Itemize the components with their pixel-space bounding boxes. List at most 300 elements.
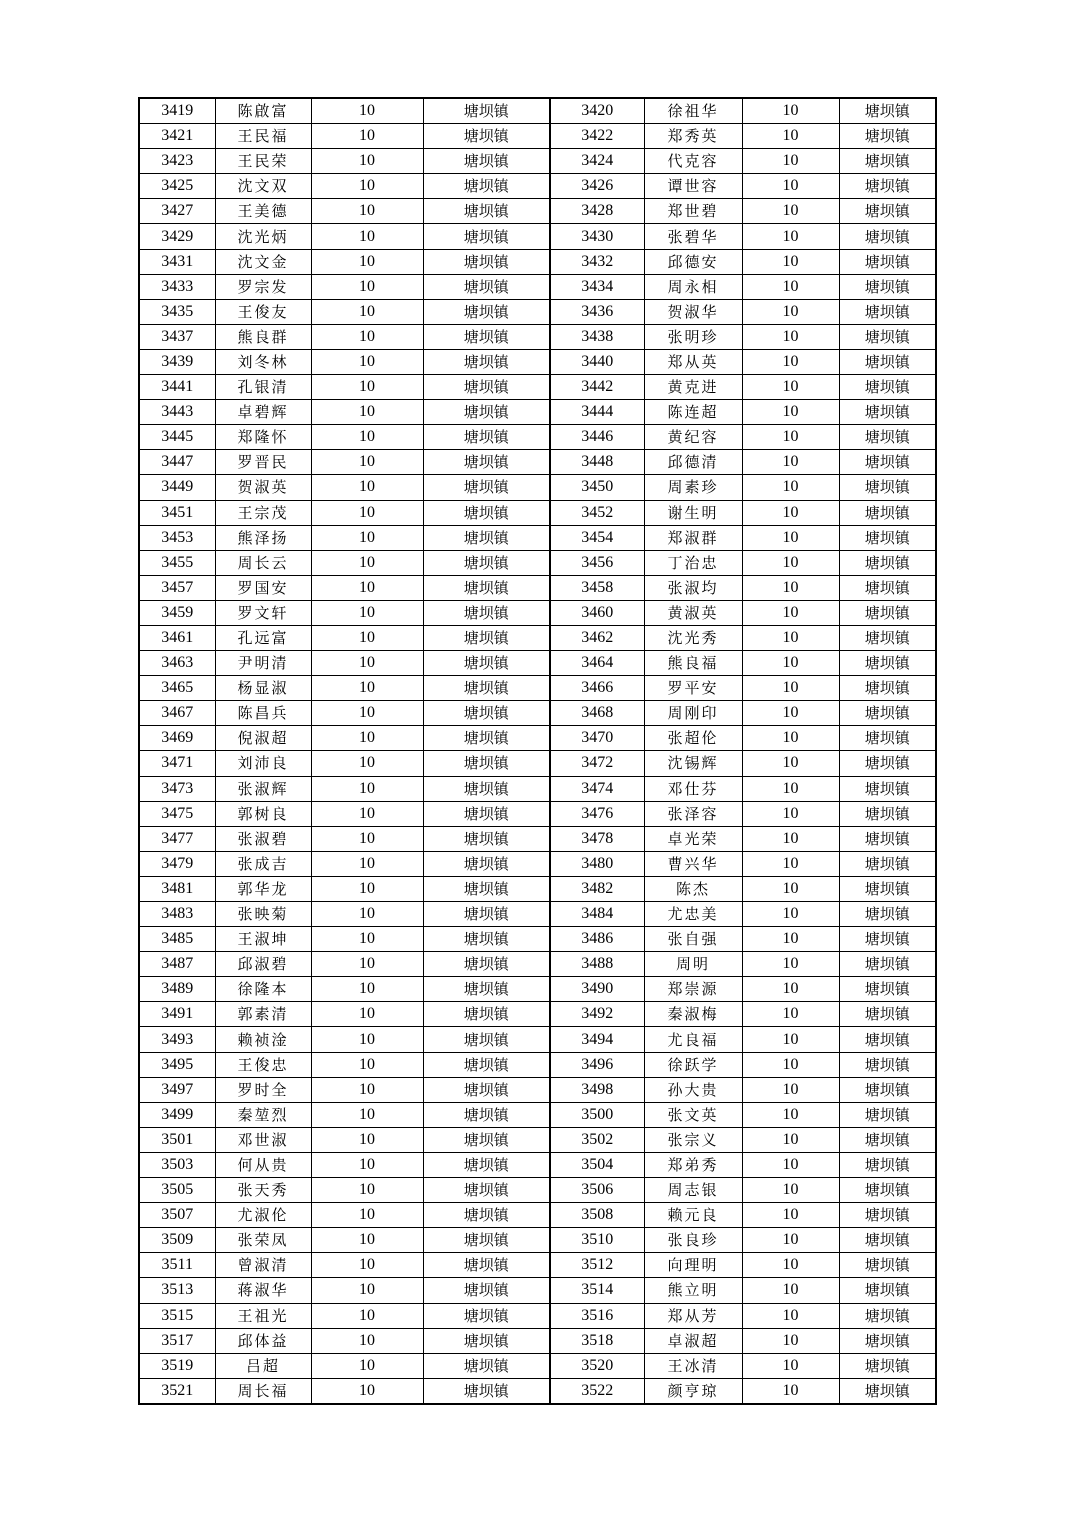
- left-record-number-cell: 3427: [139, 199, 215, 224]
- right-town-cell: 塘坝镇: [839, 1102, 936, 1127]
- right-amount-cell: 10: [742, 199, 839, 224]
- right-record-number-cell: 3488: [550, 952, 644, 977]
- left-record-number-cell: 3473: [139, 776, 215, 801]
- right-amount-cell: 10: [742, 751, 839, 776]
- left-amount-cell: 10: [311, 525, 423, 550]
- left-town-cell: 塘坝镇: [423, 450, 550, 475]
- table-row: [139, 199, 936, 224]
- left-person-name-cell: 周长云: [215, 550, 311, 575]
- table-row: [139, 600, 936, 625]
- right-record-number-cell: 3428: [550, 199, 644, 224]
- right-amount-cell: 10: [742, 927, 839, 952]
- right-person-name-cell: 谢生明: [644, 500, 742, 525]
- right-person-name-cell: 张明珍: [644, 324, 742, 349]
- left-record-number-cell: 3471: [139, 751, 215, 776]
- left-person-name-cell: 熊泽扬: [215, 525, 311, 550]
- right-town-cell: 塘坝镇: [839, 1178, 936, 1203]
- left-town-cell: 塘坝镇: [423, 1077, 550, 1102]
- right-town-cell: 塘坝镇: [839, 1152, 936, 1177]
- left-record-number-cell: 3479: [139, 851, 215, 876]
- right-amount-cell: 10: [742, 174, 839, 199]
- left-record-number-cell: 3475: [139, 801, 215, 826]
- right-record-number-cell: 3468: [550, 701, 644, 726]
- right-person-name-cell: 黄淑英: [644, 600, 742, 625]
- left-person-name-cell: 沈光炳: [215, 224, 311, 249]
- left-town-cell: 塘坝镇: [423, 274, 550, 299]
- right-record-number-cell: 3426: [550, 174, 644, 199]
- right-record-number-cell: 3502: [550, 1127, 644, 1152]
- right-amount-cell: 10: [742, 475, 839, 500]
- left-amount-cell: 10: [311, 1353, 423, 1378]
- left-town-cell: 塘坝镇: [423, 1002, 550, 1027]
- left-person-name-cell: 刘冬林: [215, 349, 311, 374]
- left-town-cell: 塘坝镇: [423, 149, 550, 174]
- right-record-number-cell: 3450: [550, 475, 644, 500]
- left-town-cell: 塘坝镇: [423, 324, 550, 349]
- left-record-number-cell: 3469: [139, 726, 215, 751]
- table-row: [139, 400, 936, 425]
- right-person-name-cell: 熊良福: [644, 651, 742, 676]
- right-town-cell: 塘坝镇: [839, 299, 936, 324]
- right-record-number-cell: 3510: [550, 1228, 644, 1253]
- right-person-name-cell: 张自强: [644, 927, 742, 952]
- left-town-cell: 塘坝镇: [423, 851, 550, 876]
- left-person-name-cell: 蒋淑华: [215, 1278, 311, 1303]
- right-person-name-cell: 罗平安: [644, 676, 742, 701]
- left-amount-cell: 10: [311, 1002, 423, 1027]
- table-row: [139, 299, 936, 324]
- right-person-name-cell: 郑从芳: [644, 1303, 742, 1328]
- left-record-number-cell: 3467: [139, 701, 215, 726]
- right-record-number-cell: 3500: [550, 1102, 644, 1127]
- right-town-cell: 塘坝镇: [839, 98, 936, 124]
- right-person-name-cell: 陈杰: [644, 876, 742, 901]
- right-record-number-cell: 3442: [550, 375, 644, 400]
- right-amount-cell: 10: [742, 1002, 839, 1027]
- table-row: [139, 174, 936, 199]
- left-person-name-cell: 郭树良: [215, 801, 311, 826]
- left-person-name-cell: 沈文双: [215, 174, 311, 199]
- right-amount-cell: 10: [742, 550, 839, 575]
- right-town-cell: 塘坝镇: [839, 1127, 936, 1152]
- right-town-cell: 塘坝镇: [839, 826, 936, 851]
- left-record-number-cell: 3499: [139, 1102, 215, 1127]
- right-town-cell: 塘坝镇: [839, 199, 936, 224]
- table-row: [139, 726, 936, 751]
- right-amount-cell: 10: [742, 98, 839, 124]
- right-town-cell: 塘坝镇: [839, 801, 936, 826]
- right-town-cell: 塘坝镇: [839, 676, 936, 701]
- left-person-name-cell: 王美德: [215, 199, 311, 224]
- left-town-cell: 塘坝镇: [423, 199, 550, 224]
- left-town-cell: 塘坝镇: [423, 701, 550, 726]
- left-record-number-cell: 3451: [139, 500, 215, 525]
- left-town-cell: 塘坝镇: [423, 1052, 550, 1077]
- right-amount-cell: 10: [742, 1203, 839, 1228]
- right-town-cell: 塘坝镇: [839, 751, 936, 776]
- right-person-name-cell: 张良珍: [644, 1228, 742, 1253]
- left-record-number-cell: 3435: [139, 299, 215, 324]
- right-person-name-cell: 赖元良: [644, 1203, 742, 1228]
- right-amount-cell: 10: [742, 977, 839, 1002]
- left-town-cell: 塘坝镇: [423, 751, 550, 776]
- right-amount-cell: 10: [742, 1077, 839, 1102]
- left-person-name-cell: 陈啟富: [215, 98, 311, 124]
- table-row: [139, 1278, 936, 1303]
- table-row: [139, 801, 936, 826]
- right-town-cell: 塘坝镇: [839, 600, 936, 625]
- left-amount-cell: 10: [311, 751, 423, 776]
- right-amount-cell: 10: [742, 676, 839, 701]
- right-record-number-cell: 3518: [550, 1328, 644, 1353]
- right-town-cell: 塘坝镇: [839, 1228, 936, 1253]
- right-person-name-cell: 张宗义: [644, 1127, 742, 1152]
- right-person-name-cell: 卓淑超: [644, 1328, 742, 1353]
- right-record-number-cell: 3454: [550, 525, 644, 550]
- left-amount-cell: 10: [311, 1328, 423, 1353]
- left-amount-cell: 10: [311, 1027, 423, 1052]
- left-amount-cell: 10: [311, 701, 423, 726]
- left-town-cell: 塘坝镇: [423, 876, 550, 901]
- left-amount-cell: 10: [311, 776, 423, 801]
- left-amount-cell: 10: [311, 349, 423, 374]
- left-amount-cell: 10: [311, 902, 423, 927]
- right-record-number-cell: 3440: [550, 349, 644, 374]
- left-amount-cell: 10: [311, 876, 423, 901]
- right-amount-cell: 10: [742, 1052, 839, 1077]
- right-amount-cell: 10: [742, 1127, 839, 1152]
- right-amount-cell: 10: [742, 400, 839, 425]
- right-person-name-cell: 张淑均: [644, 575, 742, 600]
- left-town-cell: 塘坝镇: [423, 776, 550, 801]
- right-amount-cell: 10: [742, 1328, 839, 1353]
- table-row: [139, 475, 936, 500]
- right-person-name-cell: 徐祖华: [644, 98, 742, 124]
- left-amount-cell: 10: [311, 98, 423, 124]
- right-town-cell: 塘坝镇: [839, 1353, 936, 1378]
- right-person-name-cell: 向理明: [644, 1253, 742, 1278]
- right-town-cell: 塘坝镇: [839, 977, 936, 1002]
- right-record-number-cell: 3444: [550, 400, 644, 425]
- left-town-cell: 塘坝镇: [423, 575, 550, 600]
- right-record-number-cell: 3424: [550, 149, 644, 174]
- table-row: [139, 876, 936, 901]
- left-amount-cell: 10: [311, 826, 423, 851]
- left-town-cell: 塘坝镇: [423, 124, 550, 149]
- left-record-number-cell: 3501: [139, 1127, 215, 1152]
- left-person-name-cell: 罗文轩: [215, 600, 311, 625]
- left-person-name-cell: 邱体益: [215, 1328, 311, 1353]
- left-record-number-cell: 3511: [139, 1253, 215, 1278]
- left-record-number-cell: 3453: [139, 525, 215, 550]
- table-row: [139, 1228, 936, 1253]
- table-row: [139, 826, 936, 851]
- left-amount-cell: 10: [311, 425, 423, 450]
- right-record-number-cell: 3512: [550, 1253, 644, 1278]
- right-record-number-cell: 3420: [550, 98, 644, 124]
- table-row: [139, 902, 936, 927]
- left-record-number-cell: 3439: [139, 349, 215, 374]
- table-row: [139, 1002, 936, 1027]
- right-town-cell: 塘坝镇: [839, 249, 936, 274]
- right-amount-cell: 10: [742, 450, 839, 475]
- table-row: [139, 1052, 936, 1077]
- right-amount-cell: 10: [742, 149, 839, 174]
- left-town-cell: 塘坝镇: [423, 500, 550, 525]
- right-record-number-cell: 3478: [550, 826, 644, 851]
- right-town-cell: 塘坝镇: [839, 1052, 936, 1077]
- left-amount-cell: 10: [311, 801, 423, 826]
- right-person-name-cell: 邱德清: [644, 450, 742, 475]
- right-person-name-cell: 郑世碧: [644, 199, 742, 224]
- right-person-name-cell: 郑秀英: [644, 124, 742, 149]
- left-town-cell: 塘坝镇: [423, 1328, 550, 1353]
- right-record-number-cell: 3472: [550, 751, 644, 776]
- right-town-cell: 塘坝镇: [839, 124, 936, 149]
- left-amount-cell: 10: [311, 651, 423, 676]
- right-record-number-cell: 3516: [550, 1303, 644, 1328]
- left-amount-cell: 10: [311, 450, 423, 475]
- right-record-number-cell: 3514: [550, 1278, 644, 1303]
- left-record-number-cell: 3425: [139, 174, 215, 199]
- right-record-number-cell: 3434: [550, 274, 644, 299]
- left-town-cell: 塘坝镇: [423, 977, 550, 1002]
- left-town-cell: 塘坝镇: [423, 1102, 550, 1127]
- right-person-name-cell: 张碧华: [644, 224, 742, 249]
- table-row: [139, 550, 936, 575]
- right-town-cell: 塘坝镇: [839, 851, 936, 876]
- left-person-name-cell: 王俊忠: [215, 1052, 311, 1077]
- right-amount-cell: 10: [742, 600, 839, 625]
- right-record-number-cell: 3430: [550, 224, 644, 249]
- left-amount-cell: 10: [311, 1228, 423, 1253]
- right-record-number-cell: 3432: [550, 249, 644, 274]
- left-amount-cell: 10: [311, 224, 423, 249]
- left-person-name-cell: 张天秀: [215, 1178, 311, 1203]
- right-person-name-cell: 熊立明: [644, 1278, 742, 1303]
- right-town-cell: 塘坝镇: [839, 902, 936, 927]
- left-amount-cell: 10: [311, 1102, 423, 1127]
- table-row: [139, 701, 936, 726]
- table-row: [139, 1328, 936, 1353]
- right-record-number-cell: 3482: [550, 876, 644, 901]
- right-amount-cell: 10: [742, 1027, 839, 1052]
- right-person-name-cell: 徐跃学: [644, 1052, 742, 1077]
- left-record-number-cell: 3459: [139, 600, 215, 625]
- right-amount-cell: 10: [742, 1278, 839, 1303]
- left-person-name-cell: 张淑辉: [215, 776, 311, 801]
- left-town-cell: 塘坝镇: [423, 550, 550, 575]
- table-row: [139, 575, 936, 600]
- left-town-cell: 塘坝镇: [423, 375, 550, 400]
- right-person-name-cell: 贺淑华: [644, 299, 742, 324]
- left-person-name-cell: 张淑碧: [215, 826, 311, 851]
- right-amount-cell: 10: [742, 851, 839, 876]
- right-amount-cell: 10: [742, 249, 839, 274]
- left-town-cell: 塘坝镇: [423, 625, 550, 650]
- right-town-cell: 塘坝镇: [839, 149, 936, 174]
- table-row: [139, 751, 936, 776]
- left-record-number-cell: 3441: [139, 375, 215, 400]
- left-person-name-cell: 罗晋民: [215, 450, 311, 475]
- right-person-name-cell: 邓仕芬: [644, 776, 742, 801]
- left-record-number-cell: 3483: [139, 902, 215, 927]
- right-person-name-cell: 周素珍: [644, 475, 742, 500]
- right-person-name-cell: 陈连超: [644, 400, 742, 425]
- left-amount-cell: 10: [311, 1278, 423, 1303]
- left-person-name-cell: 周长福: [215, 1378, 311, 1404]
- table-row: [139, 525, 936, 550]
- left-amount-cell: 10: [311, 400, 423, 425]
- left-person-name-cell: 尤淑伦: [215, 1203, 311, 1228]
- right-person-name-cell: 颜亨琼: [644, 1378, 742, 1404]
- left-amount-cell: 10: [311, 324, 423, 349]
- right-person-name-cell: 尤忠美: [644, 902, 742, 927]
- right-person-name-cell: 邱德安: [644, 249, 742, 274]
- table-row: [139, 249, 936, 274]
- left-record-number-cell: 3447: [139, 450, 215, 475]
- right-record-number-cell: 3446: [550, 425, 644, 450]
- right-record-number-cell: 3520: [550, 1353, 644, 1378]
- right-record-number-cell: 3506: [550, 1178, 644, 1203]
- right-amount-cell: 10: [742, 425, 839, 450]
- left-amount-cell: 10: [311, 199, 423, 224]
- right-amount-cell: 10: [742, 1378, 839, 1404]
- left-amount-cell: 10: [311, 375, 423, 400]
- left-town-cell: 塘坝镇: [423, 676, 550, 701]
- left-amount-cell: 10: [311, 274, 423, 299]
- right-person-name-cell: 张泽容: [644, 801, 742, 826]
- right-town-cell: 塘坝镇: [839, 349, 936, 374]
- left-town-cell: 塘坝镇: [423, 1228, 550, 1253]
- left-town-cell: 塘坝镇: [423, 1253, 550, 1278]
- right-amount-cell: 10: [742, 776, 839, 801]
- right-town-cell: 塘坝镇: [839, 1378, 936, 1404]
- left-person-name-cell: 张成吉: [215, 851, 311, 876]
- right-record-number-cell: 3474: [550, 776, 644, 801]
- right-record-number-cell: 3458: [550, 575, 644, 600]
- right-town-cell: 塘坝镇: [839, 224, 936, 249]
- right-record-number-cell: 3466: [550, 676, 644, 701]
- left-amount-cell: 10: [311, 1303, 423, 1328]
- right-town-cell: 塘坝镇: [839, 550, 936, 575]
- left-person-name-cell: 秦堃烈: [215, 1102, 311, 1127]
- left-town-cell: 塘坝镇: [423, 174, 550, 199]
- right-amount-cell: 10: [742, 324, 839, 349]
- left-record-number-cell: 3491: [139, 1002, 215, 1027]
- left-person-name-cell: 吕超: [215, 1353, 311, 1378]
- right-town-cell: 塘坝镇: [839, 1027, 936, 1052]
- right-amount-cell: 10: [742, 349, 839, 374]
- right-record-number-cell: 3462: [550, 625, 644, 650]
- right-record-number-cell: 3508: [550, 1203, 644, 1228]
- left-record-number-cell: 3505: [139, 1178, 215, 1203]
- right-person-name-cell: 丁治忠: [644, 550, 742, 575]
- table-row: [139, 977, 936, 1002]
- left-person-name-cell: 孔远富: [215, 625, 311, 650]
- table-row: [139, 1077, 936, 1102]
- right-person-name-cell: 王冰清: [644, 1353, 742, 1378]
- left-record-number-cell: 3457: [139, 575, 215, 600]
- left-town-cell: 塘坝镇: [423, 1278, 550, 1303]
- left-person-name-cell: 王祖光: [215, 1303, 311, 1328]
- left-amount-cell: 10: [311, 575, 423, 600]
- right-town-cell: 塘坝镇: [839, 1203, 936, 1228]
- right-amount-cell: 10: [742, 224, 839, 249]
- table-row: [139, 776, 936, 801]
- left-record-number-cell: 3509: [139, 1228, 215, 1253]
- right-town-cell: 塘坝镇: [839, 1328, 936, 1353]
- right-person-name-cell: 黄克进: [644, 375, 742, 400]
- right-record-number-cell: 3448: [550, 450, 644, 475]
- right-person-name-cell: 周志银: [644, 1178, 742, 1203]
- right-town-cell: 塘坝镇: [839, 475, 936, 500]
- left-record-number-cell: 3443: [139, 400, 215, 425]
- left-record-number-cell: 3449: [139, 475, 215, 500]
- right-amount-cell: 10: [742, 375, 839, 400]
- right-town-cell: 塘坝镇: [839, 324, 936, 349]
- table-row: [139, 1178, 936, 1203]
- table-row: [139, 1027, 936, 1052]
- right-person-name-cell: 卓光荣: [644, 826, 742, 851]
- right-amount-cell: 10: [742, 124, 839, 149]
- left-record-number-cell: 3513: [139, 1278, 215, 1303]
- left-record-number-cell: 3515: [139, 1303, 215, 1328]
- left-town-cell: 塘坝镇: [423, 1203, 550, 1228]
- left-amount-cell: 10: [311, 149, 423, 174]
- left-person-name-cell: 罗时全: [215, 1077, 311, 1102]
- left-person-name-cell: 何从贵: [215, 1152, 311, 1177]
- left-town-cell: 塘坝镇: [423, 801, 550, 826]
- right-record-number-cell: 3480: [550, 851, 644, 876]
- table-row: [139, 952, 936, 977]
- table-row: [139, 625, 936, 650]
- right-record-number-cell: 3452: [550, 500, 644, 525]
- right-person-name-cell: 曹兴华: [644, 851, 742, 876]
- left-amount-cell: 10: [311, 851, 423, 876]
- right-record-number-cell: 3438: [550, 324, 644, 349]
- right-person-name-cell: 黄纪容: [644, 425, 742, 450]
- right-record-number-cell: 3496: [550, 1052, 644, 1077]
- left-amount-cell: 10: [311, 625, 423, 650]
- left-record-number-cell: 3519: [139, 1353, 215, 1378]
- right-person-name-cell: 郑从英: [644, 349, 742, 374]
- left-person-name-cell: 张荣凤: [215, 1228, 311, 1253]
- right-amount-cell: 10: [742, 525, 839, 550]
- right-amount-cell: 10: [742, 1102, 839, 1127]
- table-row: [139, 224, 936, 249]
- left-record-number-cell: 3431: [139, 249, 215, 274]
- left-town-cell: 塘坝镇: [423, 1127, 550, 1152]
- table-row: [139, 149, 936, 174]
- right-person-name-cell: 周永相: [644, 274, 742, 299]
- left-town-cell: 塘坝镇: [423, 1027, 550, 1052]
- right-amount-cell: 10: [742, 1152, 839, 1177]
- right-record-number-cell: 3498: [550, 1077, 644, 1102]
- left-town-cell: 塘坝镇: [423, 726, 550, 751]
- left-record-number-cell: 3477: [139, 826, 215, 851]
- right-record-number-cell: 3484: [550, 902, 644, 927]
- right-town-cell: 塘坝镇: [839, 1303, 936, 1328]
- right-record-number-cell: 3492: [550, 1002, 644, 1027]
- right-person-name-cell: 谭世容: [644, 174, 742, 199]
- left-record-number-cell: 3517: [139, 1328, 215, 1353]
- table-row: [139, 1353, 936, 1378]
- table-row: [139, 500, 936, 525]
- table-row: [139, 324, 936, 349]
- table-row: [139, 274, 936, 299]
- right-town-cell: 塘坝镇: [839, 400, 936, 425]
